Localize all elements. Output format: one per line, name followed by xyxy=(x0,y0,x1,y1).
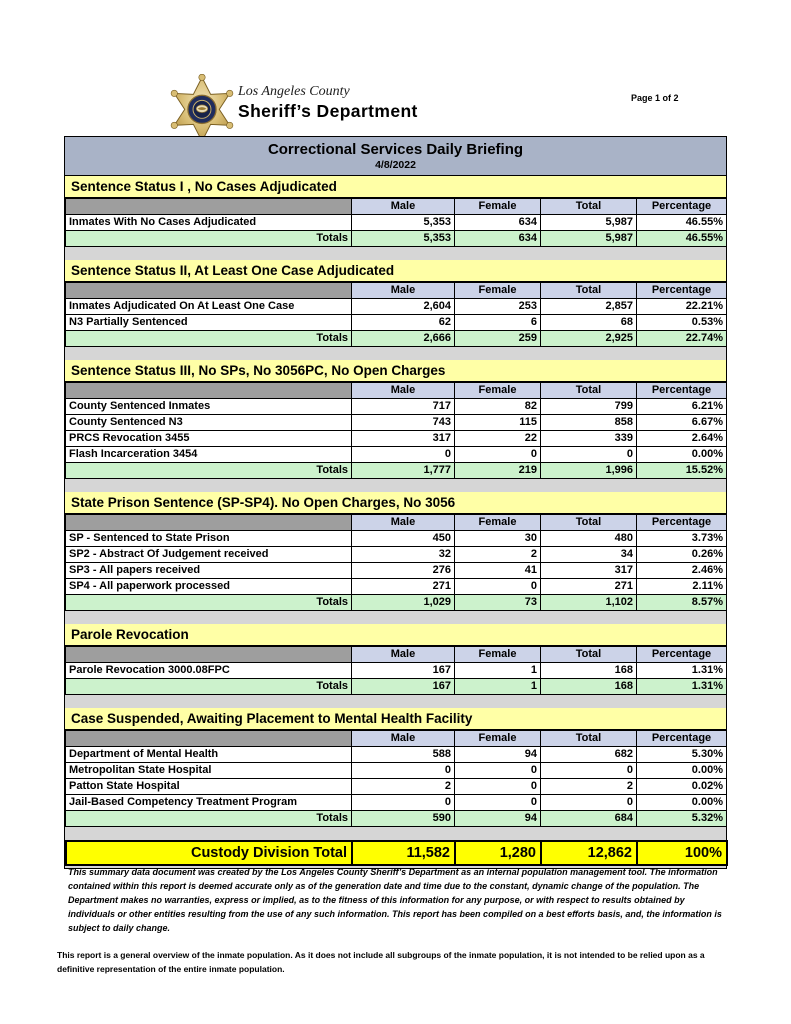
totals-value: 1,777 xyxy=(352,463,455,479)
report-section xyxy=(65,708,726,827)
totals-value: 590 xyxy=(352,811,455,827)
row-value: 115 xyxy=(455,415,541,431)
row-value: 0 xyxy=(455,795,541,811)
column-header: Male xyxy=(352,283,455,299)
row-value: 799 xyxy=(541,399,637,415)
totals-value: 5,987 xyxy=(541,231,637,247)
overview-note: This report is a general overview of the inmate population. As it does not include all subgroups of the inmate population, it is not intended to be relied upon as a definitive representation of the entire inmate population. xyxy=(57,950,705,975)
column-header-row xyxy=(66,283,727,299)
data-table xyxy=(65,198,727,247)
column-header: Male xyxy=(352,199,455,215)
table-row xyxy=(66,795,727,811)
totals-label: Totals xyxy=(66,595,352,611)
row-value: 317 xyxy=(352,431,455,447)
table-row xyxy=(66,315,727,331)
custody-total-wrap xyxy=(65,840,726,866)
row-value: 34 xyxy=(541,547,637,563)
row-value: 0.53% xyxy=(637,315,727,331)
row-value: 339 xyxy=(541,431,637,447)
row-value: 2 xyxy=(455,547,541,563)
column-header: Female xyxy=(455,731,541,747)
corner-cell xyxy=(66,515,352,531)
rows-body xyxy=(66,299,727,331)
table-row xyxy=(66,299,727,315)
row-value: 32 xyxy=(352,547,455,563)
report-section xyxy=(65,492,726,611)
totals-value: 15.52% xyxy=(637,463,727,479)
report-date: 4/8/2022 xyxy=(375,159,416,171)
corner-cell xyxy=(66,383,352,399)
row-value: 0 xyxy=(352,763,455,779)
column-header-row xyxy=(66,515,727,531)
totals-value: 1.31% xyxy=(637,679,727,695)
totals-value: 167 xyxy=(352,679,455,695)
data-table xyxy=(65,730,727,827)
row-value: 2,604 xyxy=(352,299,455,315)
row-label: N3 Partially Sentenced xyxy=(66,315,352,331)
row-value: 62 xyxy=(352,315,455,331)
column-header: Percentage xyxy=(637,731,727,747)
report-section xyxy=(65,260,726,347)
column-header: Total xyxy=(541,731,637,747)
row-value: 22 xyxy=(455,431,541,447)
column-header-row xyxy=(66,647,727,663)
totals-row xyxy=(66,679,727,695)
totals-label: Totals xyxy=(66,331,352,347)
table-row xyxy=(66,431,727,447)
column-header: Male xyxy=(352,731,455,747)
totals-row xyxy=(66,595,727,611)
column-header: Percentage xyxy=(637,199,727,215)
row-label: SP4 - All paperwork processed xyxy=(66,579,352,595)
row-value: 41 xyxy=(455,563,541,579)
row-value: 271 xyxy=(352,579,455,595)
custody-total-row xyxy=(66,841,727,865)
row-value: 168 xyxy=(541,663,637,679)
row-value: 0 xyxy=(541,795,637,811)
section-title: Sentence Status I , No Cases Adjudicated xyxy=(65,176,726,198)
column-header: Female xyxy=(455,515,541,531)
totals-label: Totals xyxy=(66,811,352,827)
row-label: County Sentenced N3 xyxy=(66,415,352,431)
row-value: 46.55% xyxy=(637,215,727,231)
custody-total-table xyxy=(65,840,728,866)
section-title: State Prison Sentence (SP-SP4). No Open Charges, No 3056 xyxy=(65,492,726,514)
totals-value: 22.74% xyxy=(637,331,727,347)
row-value: 480 xyxy=(541,531,637,547)
data-table xyxy=(65,514,727,611)
totals-row xyxy=(66,811,727,827)
report-body xyxy=(64,136,727,869)
row-value: 0 xyxy=(455,579,541,595)
section-title: Case Suspended, Awaiting Placement to Mental Health Facility xyxy=(65,708,726,730)
row-value: 1.31% xyxy=(637,663,727,679)
section-title: Sentence Status III, No SPs, No 3056PC, No Open Charges xyxy=(65,360,726,382)
row-value: 634 xyxy=(455,215,541,231)
totals-row xyxy=(66,463,727,479)
sections-container xyxy=(65,176,726,827)
row-label: Inmates With No Cases Adjudicated xyxy=(66,215,352,231)
row-value: 317 xyxy=(541,563,637,579)
column-header: Female xyxy=(455,647,541,663)
row-label: Flash Incarceration 3454 xyxy=(66,447,352,463)
totals-value: 2,925 xyxy=(541,331,637,347)
table-row xyxy=(66,399,727,415)
row-value: 30 xyxy=(455,531,541,547)
row-value: 6 xyxy=(455,315,541,331)
row-value: 0 xyxy=(541,447,637,463)
custody-total-male: 11,582 xyxy=(352,841,455,865)
totals-value: 684 xyxy=(541,811,637,827)
row-value: 0 xyxy=(352,447,455,463)
totals-label: Totals xyxy=(66,679,352,695)
totals-value: 1,029 xyxy=(352,595,455,611)
row-label: Patton State Hospital xyxy=(66,779,352,795)
corner-cell xyxy=(66,731,352,747)
row-value: 0.26% xyxy=(637,547,727,563)
row-value: 276 xyxy=(352,563,455,579)
column-header: Percentage xyxy=(637,283,727,299)
totals-value: 1 xyxy=(455,679,541,695)
column-header: Total xyxy=(541,383,637,399)
column-header: Percentage xyxy=(637,383,727,399)
custody-total-female: 1,280 xyxy=(455,841,541,865)
column-header: Male xyxy=(352,647,455,663)
rows-body xyxy=(66,663,727,679)
row-value: 0 xyxy=(455,779,541,795)
column-header: Total xyxy=(541,199,637,215)
table-row xyxy=(66,663,727,679)
corner-cell xyxy=(66,647,352,663)
column-header: Percentage xyxy=(637,647,727,663)
column-header-row xyxy=(66,383,727,399)
row-value: 0.00% xyxy=(637,795,727,811)
column-header: Male xyxy=(352,515,455,531)
row-value: 2 xyxy=(352,779,455,795)
column-header: Female xyxy=(455,283,541,299)
custody-total-percentage: 100% xyxy=(637,841,727,865)
totals-value: 94 xyxy=(455,811,541,827)
disclaimer-text: This summary data document was created by the Los Angeles County Sheriff’s Department as an internal population management tool. The information contained within this report is deemed accurate only as of the generation date and time due to the constant, dynamic change of the population. The Department makes no warranties, express or implied, as to the fitness of this information for any purpose, or with respect to results obtained by individuals or other entities resulting from the use of any such information. This report has been compiled on a best efforts basis, and, the information is subject to daily change. xyxy=(68,867,722,933)
totals-value: 1,996 xyxy=(541,463,637,479)
table-row xyxy=(66,563,727,579)
totals-row xyxy=(66,331,727,347)
totals-label: Totals xyxy=(66,463,352,479)
report-section xyxy=(65,624,726,695)
row-value: 5.30% xyxy=(637,747,727,763)
column-header: Female xyxy=(455,383,541,399)
totals-value: 634 xyxy=(455,231,541,247)
row-value: 858 xyxy=(541,415,637,431)
agency-department: Sheriff’s Department xyxy=(238,101,418,121)
row-value: 6.67% xyxy=(637,415,727,431)
rows-body xyxy=(66,215,727,231)
row-label: Inmates Adjudicated On At Least One Case xyxy=(66,299,352,315)
table-row xyxy=(66,447,727,463)
row-label: Jail-Based Competency Treatment Program xyxy=(66,795,352,811)
row-value: 3.73% xyxy=(637,531,727,547)
row-label: County Sentenced Inmates xyxy=(66,399,352,415)
row-value: 2.46% xyxy=(637,563,727,579)
totals-value: 73 xyxy=(455,595,541,611)
totals-value: 259 xyxy=(455,331,541,347)
rows-body xyxy=(66,531,727,595)
row-value: 22.21% xyxy=(637,299,727,315)
row-value: 0 xyxy=(352,795,455,811)
totals-value: 219 xyxy=(455,463,541,479)
row-value: 5,987 xyxy=(541,215,637,231)
agency-name xyxy=(238,84,418,122)
row-value: 2 xyxy=(541,779,637,795)
row-label: Metropolitan State Hospital xyxy=(66,763,352,779)
row-label: PRCS Revocation 3455 xyxy=(66,431,352,447)
data-table xyxy=(65,282,727,347)
totals-value: 1,102 xyxy=(541,595,637,611)
corner-cell xyxy=(66,283,352,299)
row-value: 682 xyxy=(541,747,637,763)
row-value: 588 xyxy=(352,747,455,763)
rows-body xyxy=(66,747,727,811)
agency-county: Los Angeles County xyxy=(238,84,350,99)
data-table xyxy=(65,382,727,479)
table-row xyxy=(66,579,727,595)
table-row xyxy=(66,547,727,563)
row-value: 743 xyxy=(352,415,455,431)
column-header: Percentage xyxy=(637,515,727,531)
section-title: Parole Revocation xyxy=(65,624,726,646)
row-value: 5,353 xyxy=(352,215,455,231)
row-label: SP2 - Abstract Of Judgement received xyxy=(66,547,352,563)
row-label: SP - Sentenced to State Prison xyxy=(66,531,352,547)
row-value: 0 xyxy=(455,447,541,463)
row-value: 167 xyxy=(352,663,455,679)
report-title: Correctional Services Daily Briefing xyxy=(267,141,524,158)
row-value: 450 xyxy=(352,531,455,547)
totals-value: 5.32% xyxy=(637,811,727,827)
row-label: Department of Mental Health xyxy=(66,747,352,763)
table-row xyxy=(66,415,727,431)
section-title: Sentence Status II, At Least One Case Adjudicated xyxy=(65,260,726,282)
column-header-row xyxy=(66,731,727,747)
column-header: Total xyxy=(541,647,637,663)
row-value: 0 xyxy=(455,763,541,779)
rows-body xyxy=(66,399,727,463)
table-row xyxy=(66,779,727,795)
row-value: 2.11% xyxy=(637,579,727,595)
totals-value: 168 xyxy=(541,679,637,695)
column-header: Total xyxy=(541,283,637,299)
column-header: Male xyxy=(352,383,455,399)
totals-value: 5,353 xyxy=(352,231,455,247)
data-table xyxy=(65,646,727,695)
table-row xyxy=(66,763,727,779)
row-value: 2.64% xyxy=(637,431,727,447)
report-section xyxy=(65,176,726,247)
column-header-row xyxy=(66,199,727,215)
custody-total-total: 12,862 xyxy=(541,841,637,865)
row-value: 0.02% xyxy=(637,779,727,795)
row-value: 6.21% xyxy=(637,399,727,415)
column-header: Female xyxy=(455,199,541,215)
totals-row xyxy=(66,231,727,247)
row-value: 717 xyxy=(352,399,455,415)
row-value: 94 xyxy=(455,747,541,763)
totals-value: 8.57% xyxy=(637,595,727,611)
row-label: Parole Revocation 3000.08FPC xyxy=(66,663,352,679)
corner-cell xyxy=(66,199,352,215)
row-label: SP3 - All papers received xyxy=(66,563,352,579)
row-value: 82 xyxy=(455,399,541,415)
row-value: 0.00% xyxy=(637,447,727,463)
table-row xyxy=(66,531,727,547)
custody-total-label: Custody Division Total xyxy=(66,841,352,865)
row-value: 68 xyxy=(541,315,637,331)
row-value: 2,857 xyxy=(541,299,637,315)
page-number: Page 1 of 2 xyxy=(631,93,679,103)
row-value: 0.00% xyxy=(637,763,727,779)
totals-label: Totals xyxy=(66,231,352,247)
row-value: 1 xyxy=(455,663,541,679)
totals-value: 2,666 xyxy=(352,331,455,347)
row-value: 271 xyxy=(541,579,637,595)
totals-value: 46.55% xyxy=(637,231,727,247)
table-row xyxy=(66,215,727,231)
row-value: 253 xyxy=(455,299,541,315)
row-value: 0 xyxy=(541,763,637,779)
column-header: Total xyxy=(541,515,637,531)
table-row xyxy=(66,747,727,763)
report-title-bar xyxy=(65,137,726,176)
report-section xyxy=(65,360,726,479)
